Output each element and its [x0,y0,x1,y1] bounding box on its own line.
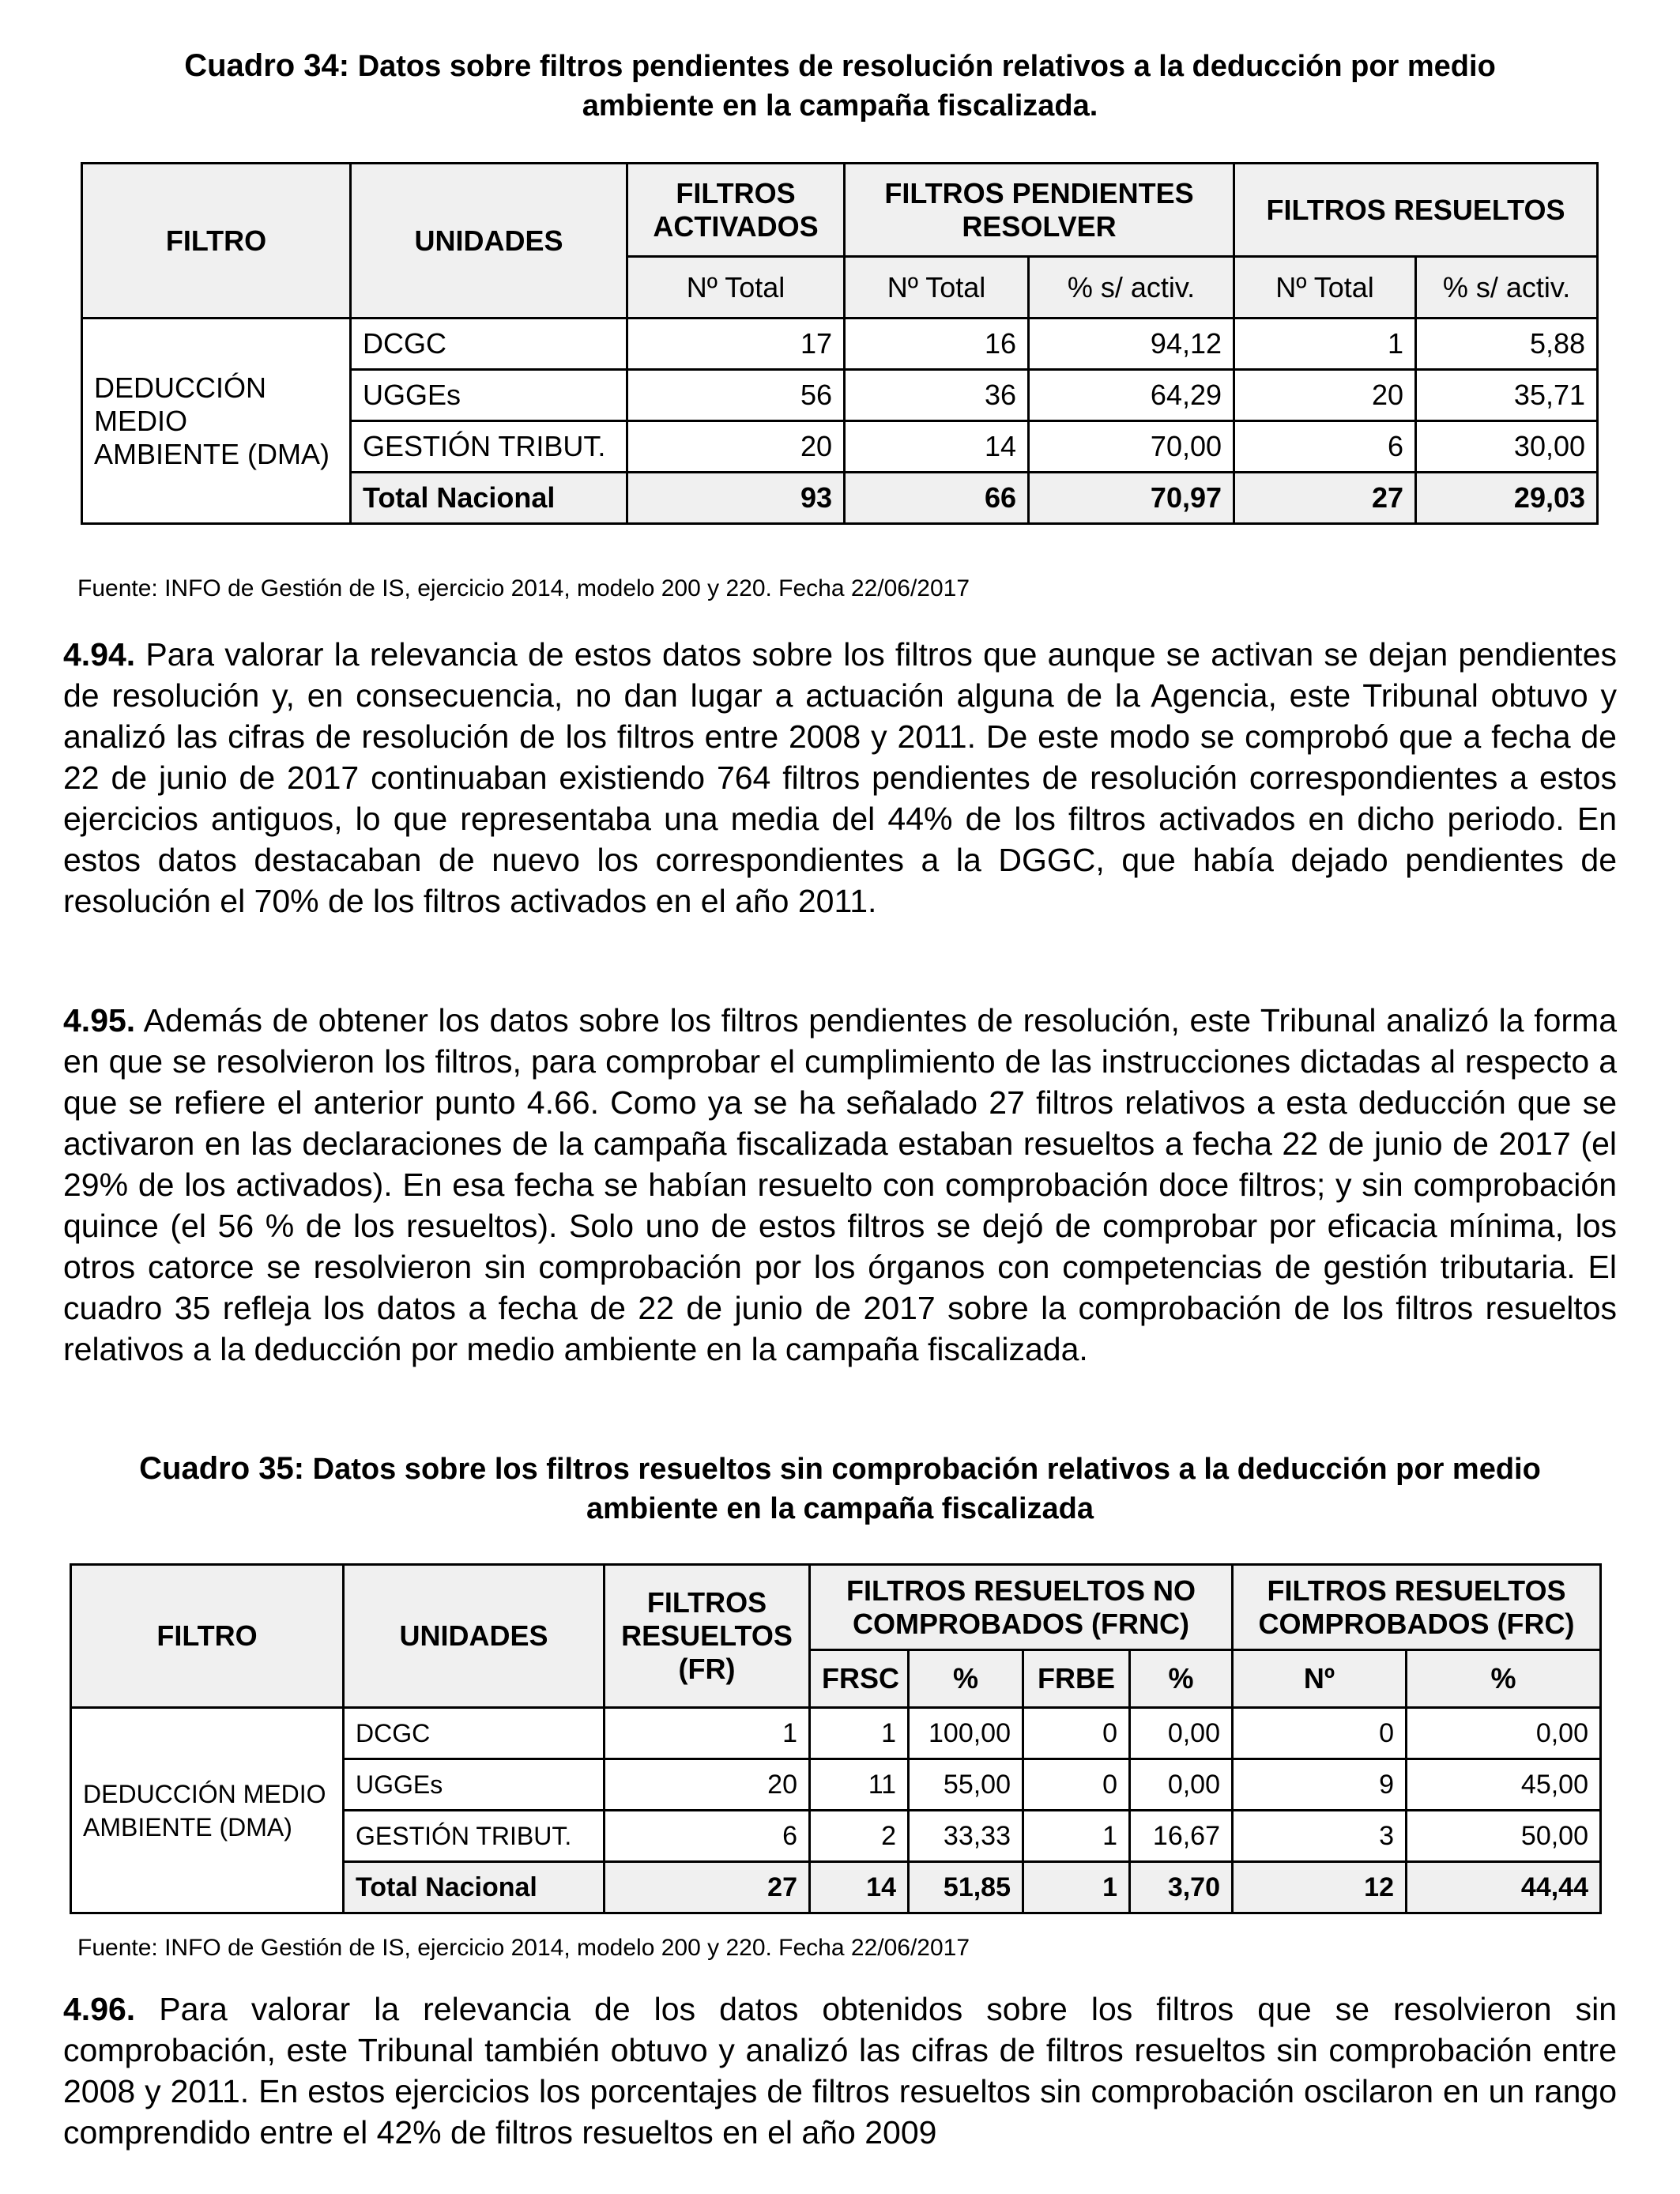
total-frsc-cell: 14 [810,1862,909,1913]
frbe-cell: 0 [1023,1759,1130,1811]
fr-cell: 6 [605,1811,810,1862]
paragraph-4-95 [63,1000,1617,1370]
total-frbe-cell: 1 [1023,1862,1130,1913]
paragraph-text: Para valorar la relevancia de estos datos sobre los filtros que aunque se activan se dejan pendientes de resolución y, en consecuencia, no dan lugar a actuación alguna de la Agencia, este Tribunal obtuvo y analizó las cifras de resolución de los filtros entre 2008 y 2011. De este modo se comprobó que a fecha de 22 de junio de 2017 continuaban existiendo 764 filtros pendientes de resolución correspondientes a estos ejercicios antiguos, lo que representaba una media del 44% de los filtros activados en dicho periodo. En estos datos destacaban de nuevo los correspondientes a la DGGC, que había dejado pendientes de resolución el 70% de los filtros activados en el año 2011. [63,636,1617,919]
unidad-cell: UGGEs [344,1759,605,1811]
header-unidades: UNIDADES [344,1565,605,1708]
subheader-n-total: Nº Total [627,257,845,319]
frc-n-cell: 3 [1233,1811,1407,1862]
frc-pct-cell: 45,00 [1407,1759,1601,1811]
subheader-pct: % [1407,1650,1601,1708]
filtro-cell: DEDUCCIÓN MEDIO AMBIENTE (DMA) [82,319,351,524]
resueltos-pct-cell: 35,71 [1416,370,1598,421]
paragraph-text: Para valorar la relevancia de los datos obtenidos sobre los filtros que se resolvieron sin comprobación, este Tribunal también obtuvo y analizó las cifras de filtros resueltos sin comprobación entre 2008 y 2011. En estos ejercicios los porcentajes de filtros resueltos sin comprobación oscilaron en un rango comprendido entre el 42% de filtros resueltos en el año 2009 [63,1991,1617,2151]
unidad-cell: GESTIÓN TRIBUT. [351,421,627,473]
frbe-pct-cell: 0,00 [1130,1759,1233,1811]
paragraph-number: 4.94. [63,636,136,673]
total-frc-pct-cell: 44,44 [1407,1862,1601,1913]
unidad-cell: UGGEs [351,370,627,421]
table-row [71,1708,1601,1759]
table-header-row [71,1565,1601,1650]
subheader-pct-activ: % s/ activ. [1029,257,1234,319]
paragraph-number: 4.95. [63,1002,136,1039]
activados-cell: 17 [627,319,845,370]
frsc-cell: 2 [810,1811,909,1862]
header-frnc: FILTROS RESUELTOS NO COMPROBADOS (FRNC) [810,1565,1233,1650]
header-filtros-resueltos: FILTROS RESUELTOS [1234,164,1598,257]
total-resueltos-n-cell: 27 [1234,473,1416,524]
header-frc: FILTROS RESUELTOS COMPROBADOS (FRC) [1233,1565,1601,1650]
frc-pct-cell: 50,00 [1407,1811,1601,1862]
total-frc-n-cell: 12 [1233,1862,1407,1913]
cuadro-34-label: Cuadro 34: [184,48,350,83]
total-resueltos-pct-cell: 29,03 [1416,473,1598,524]
header-filtros-activados: FILTROS ACTIVADOS [627,164,845,257]
total-frsc-pct-cell: 51,85 [909,1862,1023,1913]
cuadro-35-label: Cuadro 35: [139,1451,305,1486]
cuadro-35-source: Fuente: INFO de Gestión de IS, ejercicio 2014, modelo 200 y 220. Fecha 22/06/2017 [77,1935,970,1961]
activados-cell: 20 [627,421,845,473]
frbe-cell: 1 [1023,1811,1130,1862]
total-unidad-cell: Total Nacional [351,473,627,524]
cuadro-34-table [81,162,1599,525]
frbe-cell: 0 [1023,1708,1130,1759]
frsc-pct-cell: 33,33 [909,1811,1023,1862]
resueltos-n-cell: 6 [1234,421,1416,473]
header-unidades: UNIDADES [351,164,627,319]
frc-pct-cell: 0,00 [1407,1708,1601,1759]
resueltos-pct-cell: 30,00 [1416,421,1598,473]
total-activados-cell: 93 [627,473,845,524]
frc-n-cell: 0 [1233,1708,1407,1759]
pendientes-n-cell: 36 [845,370,1029,421]
paragraph-4-94 [63,634,1617,922]
unidad-cell: GESTIÓN TRIBUT. [344,1811,605,1862]
frbe-pct-cell: 16,67 [1130,1811,1233,1862]
cuadro-35-caption [63,1449,1617,1529]
subheader-n-total: Nº Total [845,257,1029,319]
total-frbe-pct-cell: 3,70 [1130,1862,1233,1913]
cuadro-34-source: Fuente: INFO de Gestión de IS, ejercicio 2014, modelo 200 y 220. Fecha 22/06/2017 [77,575,970,601]
table-header-row [82,164,1598,257]
pendientes-pct-cell: 64,29 [1029,370,1234,421]
subheader-pct-activ: % s/ activ. [1416,257,1598,319]
header-filtro: FILTRO [82,164,351,319]
header-filtros-pendientes: FILTROS PENDIENTES RESOLVER [845,164,1234,257]
subheader-n: Nº [1233,1650,1407,1708]
paragraph-number: 4.96. [63,1991,136,2027]
frsc-cell: 11 [810,1759,909,1811]
frsc-pct-cell: 100,00 [909,1708,1023,1759]
cuadro-34-caption [63,46,1617,126]
header-filtro: FILTRO [71,1565,344,1708]
frc-n-cell: 9 [1233,1759,1407,1811]
cuadro-35-table [70,1563,1602,1914]
total-pendientes-n-cell: 66 [845,473,1029,524]
total-pendientes-pct-cell: 70,97 [1029,473,1234,524]
subheader-n-total: Nº Total [1234,257,1416,319]
cuadro-34-title-line2: ambiente en la campaña fiscalizada. [582,89,1098,123]
resueltos-pct-cell: 5,88 [1416,319,1598,370]
cuadro-35-title-line1: Datos sobre los filtros resueltos sin comprobación relativos a la deducción por medio [312,1453,1541,1486]
fr-cell: 20 [605,1759,810,1811]
subheader-frsc: FRSC [810,1650,909,1708]
pendientes-n-cell: 16 [845,319,1029,370]
frsc-cell: 1 [810,1708,909,1759]
frbe-pct-cell: 0,00 [1130,1708,1233,1759]
total-unidad-cell: Total Nacional [344,1862,605,1913]
pendientes-pct-cell: 94,12 [1029,319,1234,370]
fr-cell: 1 [605,1708,810,1759]
unidad-cell: DCGC [344,1708,605,1759]
cuadro-34-title-line1: Datos sobre filtros pendientes de resolución relativos a la deducción por medio [357,50,1496,83]
activados-cell: 56 [627,370,845,421]
table-row [82,319,1598,370]
pendientes-n-cell: 14 [845,421,1029,473]
header-filtros-resueltos-fr: FILTROS RESUELTOS (FR) [605,1565,810,1708]
paragraph-text: Además de obtener los datos sobre los filtros pendientes de resolución, este Tribunal analizó la forma en que se resolvieron los filtros, para comprobar el cumplimiento de las instrucciones dictadas al respecto a que se refiere el anterior punto 4.66. Como ya se ha señalado 27 filtros relativos a esta deducción que se activaron en las declaraciones de la campaña fiscalizada estaban resueltos a fecha 22 de junio de 2017 (el 29% de los activados). En esa fecha se habían resuelto con comprobación doce filtros; y sin comprobación quince (el 56 % de los resueltos). Solo uno de estos filtros se dejó de comprobar por eficacia mínima, los otros catorce se resolvieron sin comprobación por los órganos con competencias de gestión tributaria. El cuadro 35 refleja los datos a fecha de 22 de junio de 2017 sobre la comprobación de los filtros resueltos relativos a la deducción por medio ambiente en la campaña fiscalizada. [63,1002,1617,1367]
unidad-cell: DCGC [351,319,627,370]
total-fr-cell: 27 [605,1862,810,1913]
cuadro-35-title-line2: ambiente en la campaña fiscalizada [586,1492,1094,1525]
subheader-pct: % [909,1650,1023,1708]
pendientes-pct-cell: 70,00 [1029,421,1234,473]
paragraph-4-96 [63,1989,1617,2153]
resueltos-n-cell: 1 [1234,319,1416,370]
resueltos-n-cell: 20 [1234,370,1416,421]
frsc-pct-cell: 55,00 [909,1759,1023,1811]
subheader-pct: % [1130,1650,1233,1708]
filtro-cell: DEDUCCIÓN MEDIO AMBIENTE (DMA) [71,1708,344,1913]
subheader-frbe: FRBE [1023,1650,1130,1708]
